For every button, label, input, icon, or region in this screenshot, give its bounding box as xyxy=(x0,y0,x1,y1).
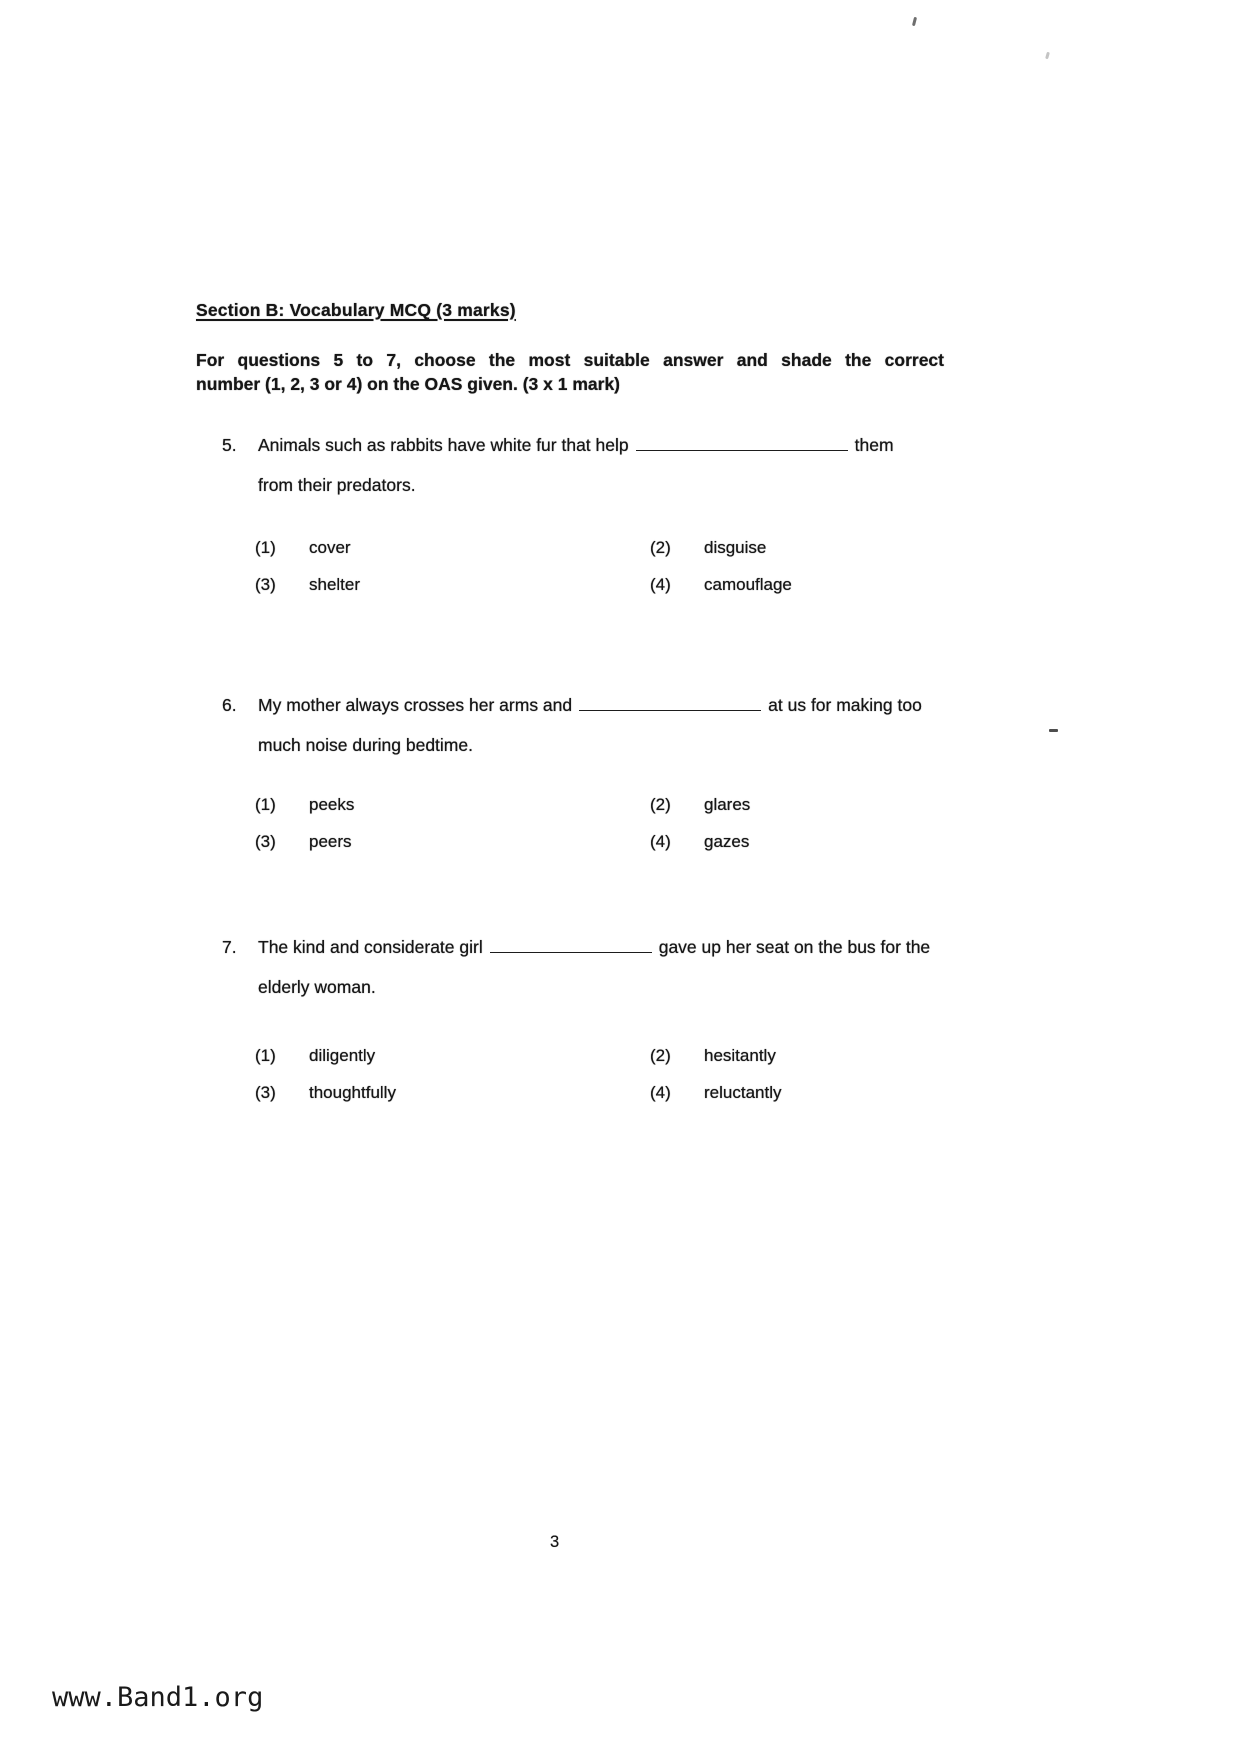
option-number: (3) xyxy=(255,832,276,851)
question-5-line-2: from their predators. xyxy=(258,475,416,495)
watermark-url: www.Band1.org xyxy=(52,1682,264,1713)
question-number: 6. xyxy=(222,695,237,715)
question-text xyxy=(258,685,944,725)
option-number: (4) xyxy=(650,832,671,851)
question-text-after-blank: at us for making too xyxy=(768,695,922,715)
option-number: (3) xyxy=(255,1083,276,1102)
option-text: thoughtfully xyxy=(309,1083,396,1102)
question-5 xyxy=(196,425,944,596)
option-text: camouflage xyxy=(704,575,792,594)
option-number: (2) xyxy=(650,1046,671,1065)
question-number: 5. xyxy=(222,435,237,455)
option-text: gazes xyxy=(704,832,750,851)
question-number: 7. xyxy=(222,937,237,957)
question-6-line-1 xyxy=(196,685,944,725)
answer-blank xyxy=(636,435,848,451)
option-text: peers xyxy=(309,832,352,851)
question-text-before-blank: My mother always crosses her arms and xyxy=(258,695,573,715)
option-number: (1) xyxy=(255,1046,276,1065)
question-7-line-2: elderly woman. xyxy=(258,977,376,997)
option-number: (1) xyxy=(255,538,276,557)
question-5-options xyxy=(255,537,944,596)
option-text: cover xyxy=(309,538,351,557)
instructions-line-1: For questions 5 to 7, choose the most suitable answer and shade the correct xyxy=(196,350,944,370)
question-7-options xyxy=(255,1045,944,1104)
answer-blank xyxy=(490,937,652,953)
section-instructions xyxy=(196,349,944,396)
question-6-options xyxy=(255,794,944,853)
question-text xyxy=(258,425,944,465)
question-text-after-blank: gave up her seat on the bus for the xyxy=(658,937,931,957)
option-number: (1) xyxy=(255,795,276,814)
page-content xyxy=(196,298,944,1104)
section-heading: Section B: Vocabulary MCQ (3 marks) xyxy=(196,300,516,320)
option-number: (3) xyxy=(255,575,276,594)
option-text: peeks xyxy=(309,795,355,814)
option-text: diligently xyxy=(309,1046,376,1065)
option-number: (2) xyxy=(650,795,671,814)
question-text xyxy=(258,927,944,967)
question-6-line-2: much noise during bedtime. xyxy=(258,735,473,755)
question-7 xyxy=(196,927,944,1104)
question-6 xyxy=(196,685,944,853)
option-text: disguise xyxy=(704,538,767,557)
page-number: 3 xyxy=(550,1533,560,1551)
option-text: hesitantly xyxy=(704,1046,776,1065)
option-number: (4) xyxy=(650,575,671,594)
option-text: glares xyxy=(704,795,751,814)
scan-artifact xyxy=(1045,52,1050,60)
question-text-after-blank: them xyxy=(854,435,894,455)
question-7-line-1 xyxy=(196,927,944,967)
scan-artifact xyxy=(912,17,917,26)
instructions-line-2: number (1, 2, 3 or 4) on the OAS given. (3 x 1 mark) xyxy=(196,373,620,394)
scan-artifact xyxy=(1049,729,1058,732)
question-text-before-blank: Animals such as rabbits have white fur that help xyxy=(258,435,629,455)
option-text: shelter xyxy=(309,575,361,594)
option-number: (4) xyxy=(650,1083,671,1102)
question-text-before-blank: The kind and considerate girl xyxy=(258,937,483,957)
question-5-line-1 xyxy=(196,425,944,465)
option-number: (2) xyxy=(650,538,671,557)
option-text: reluctantly xyxy=(704,1083,782,1102)
answer-blank xyxy=(579,695,761,711)
